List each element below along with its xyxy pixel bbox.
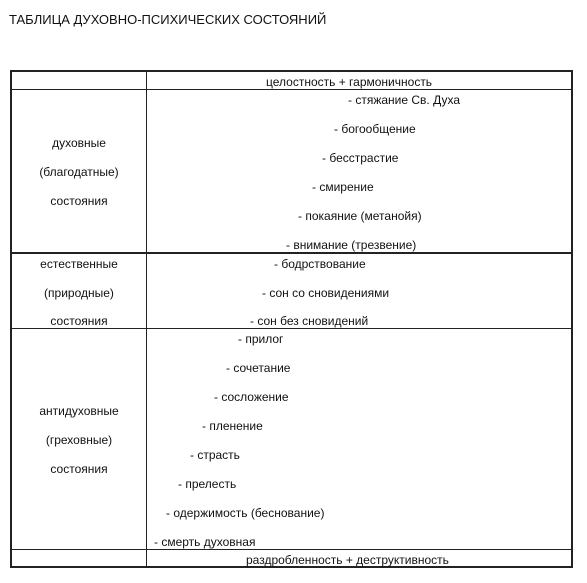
state-item: - сон со сновидениями bbox=[262, 286, 390, 300]
state-item: - стяжание Св. Духа bbox=[348, 93, 461, 107]
group-name-line: (греховные) bbox=[45, 433, 113, 447]
state-item: - одержимость (беснование) bbox=[166, 506, 325, 520]
row-divider-natural bbox=[12, 328, 571, 329]
state-item: - богообщение bbox=[334, 122, 416, 136]
row-divider-header bbox=[12, 89, 571, 90]
group-name-line: состояния bbox=[50, 314, 108, 328]
footer-cell: раздробленность + деструктивность bbox=[246, 553, 449, 567]
state-item: - смерть духовная bbox=[154, 535, 256, 549]
state-item: - внимание (трезвение) bbox=[286, 238, 417, 252]
state-item: - смирение bbox=[312, 180, 374, 194]
state-item: - прилог bbox=[238, 332, 284, 346]
group-name-line: состояния bbox=[50, 462, 108, 476]
group-name-line: состояния bbox=[50, 194, 108, 208]
column-divider bbox=[146, 72, 147, 566]
state-item: - покаяние (метанойя) bbox=[298, 209, 422, 223]
header-cell: целостность + гармоничность bbox=[266, 75, 433, 89]
group-name-line: естественные bbox=[40, 257, 118, 271]
state-item: - пленение bbox=[202, 419, 263, 433]
states-table bbox=[10, 70, 573, 568]
row-divider-spiritual bbox=[12, 252, 571, 254]
group-name-line: антидуховные bbox=[39, 404, 119, 418]
group-name-line: (природные) bbox=[44, 286, 114, 300]
state-item: - сосложение bbox=[214, 390, 289, 404]
state-item: - сон без сновидений bbox=[250, 314, 369, 328]
state-item: - бодрствование bbox=[274, 257, 366, 271]
state-item: - страсть bbox=[190, 448, 240, 462]
state-item: - прелесть bbox=[178, 477, 237, 491]
state-item: - бесстрастие bbox=[322, 151, 399, 165]
row-divider-antispiritual bbox=[12, 549, 571, 550]
group-name-line: (благодатные) bbox=[39, 165, 119, 179]
page-title: ТАБЛИЦА ДУХОВНО-ПСИХИЧЕСКИХ СОСТОЯНИЙ bbox=[9, 12, 327, 27]
state-item: - сочетание bbox=[226, 361, 291, 375]
group-name-line: духовные bbox=[52, 136, 106, 150]
